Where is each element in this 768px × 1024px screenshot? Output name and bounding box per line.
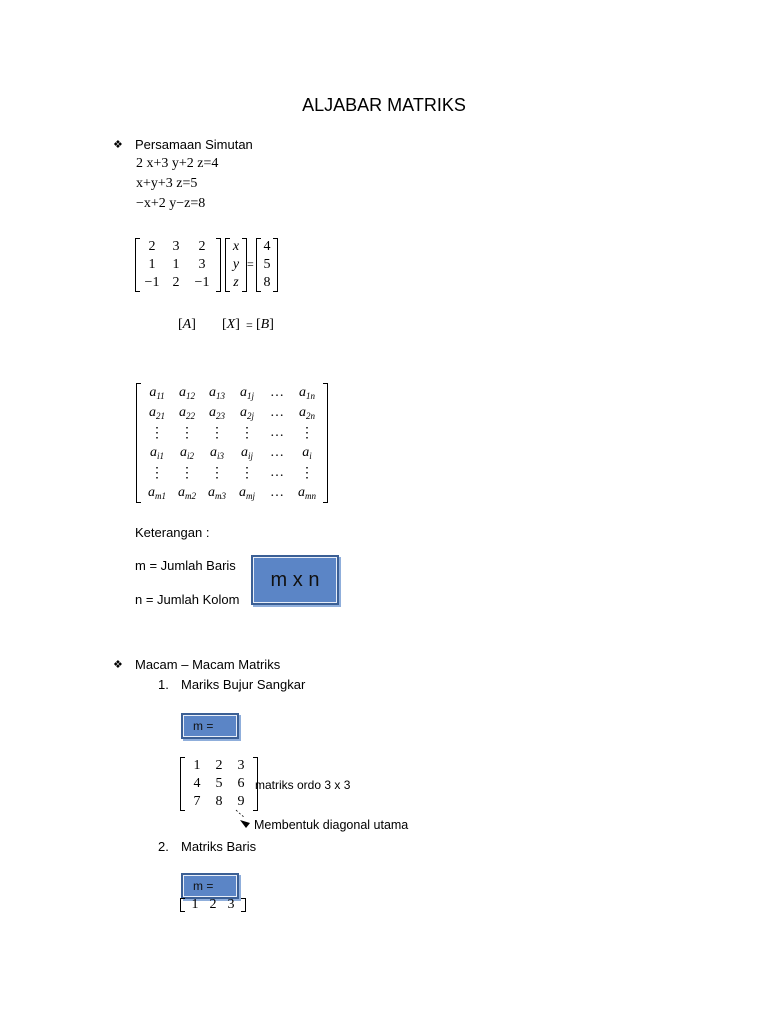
symbolic-x: [X] <box>222 317 240 332</box>
matrix-cell: 7 <box>193 794 201 809</box>
matrix-cell: $a_{23}$ <box>209 405 225 421</box>
matrix-cell: … <box>270 405 284 420</box>
matrix-cell: z <box>233 275 239 290</box>
matrix-cell: y <box>232 257 240 272</box>
matrix-cell: … <box>270 445 284 460</box>
matrix-cell: 1 <box>191 897 199 912</box>
matrix-cell: $a_{1j}$ <box>239 385 254 401</box>
equation-3: −x+2 y−z=8 <box>136 196 206 211</box>
matrix-cell: −1 <box>194 275 210 290</box>
square-matrix <box>186 757 252 811</box>
matrix-cell: x <box>232 239 240 254</box>
matrix-cell: ⋮ <box>150 425 164 441</box>
matrix-cell: 3 <box>237 758 245 773</box>
equation-1: 2 x+3 y+2 z=4 <box>136 156 219 171</box>
page-title: ALJABAR MATRIKS <box>302 95 466 115</box>
section-heading-persamaan: Persamaan Simutan <box>135 137 253 152</box>
m-description: m = Jumlah Baris <box>135 558 236 573</box>
matrix-cell: 5 <box>215 776 223 791</box>
matrix-row <box>231 238 241 256</box>
matrix-cell: ⋮ <box>240 425 254 441</box>
matrix-cell: 2 <box>209 897 217 912</box>
matrix-cell: ⋮ <box>180 465 194 481</box>
matrix-row <box>142 383 322 403</box>
matrix-row <box>142 403 322 423</box>
matrix-cell: 4 <box>193 776 201 791</box>
matrix-cell: $a_{i3}$ <box>209 445 224 461</box>
matrix-row <box>142 463 322 483</box>
matrix-row <box>231 274 241 292</box>
matrix-cell: 1 <box>172 257 180 272</box>
item-1-number: 1. <box>158 677 169 692</box>
matrix-cell: ⋮ <box>210 465 224 481</box>
matrix-cell: $a_{2j}$ <box>239 405 254 421</box>
matrix-cell: $a_{22}$ <box>179 405 195 421</box>
matrix-cell: 2 <box>172 275 180 290</box>
matrix-cell: $a_{mj}$ <box>239 485 255 501</box>
matrix-row <box>141 274 215 292</box>
matrix-cell: ⋮ <box>180 425 194 441</box>
matrix-cell: ⋮ <box>210 425 224 441</box>
matrix-cell: $a_{m2}$ <box>178 485 196 501</box>
matrix-cell: … <box>270 385 284 400</box>
matrix-cell: 4 <box>263 239 271 254</box>
matrix-cell: 8 <box>263 275 271 290</box>
symbolic-a: [A] <box>178 317 196 332</box>
matrix-row <box>141 238 215 256</box>
matrix-row <box>262 256 272 274</box>
matrix-row <box>262 238 272 256</box>
matrix-row <box>186 898 240 912</box>
matrix-cell: 3 <box>172 239 180 254</box>
matrix-cell: $a_{ij}$ <box>240 445 253 461</box>
diagonal-label: Membentuk diagonal utama <box>254 818 409 832</box>
matrix-cell: … <box>270 485 284 500</box>
symbolic-b: [B] <box>256 317 274 332</box>
symbolic-equals: = <box>246 318 253 332</box>
bullet-icon: ❖ <box>113 659 123 671</box>
item-2-number: 2. <box>158 839 169 854</box>
matrix-row <box>142 423 322 443</box>
matrix-cell: 6 <box>237 776 245 791</box>
matrix-cell: ⋮ <box>300 465 314 481</box>
item-1-label: Mariks Bujur Sangkar <box>181 677 306 692</box>
bullet-icon: ❖ <box>113 139 123 151</box>
matrix-cell: $a_i$ <box>302 445 312 461</box>
equals-sign: = <box>247 257 254 271</box>
matrix-cell: ⋮ <box>150 465 164 481</box>
matrix-cell: $a_{mn}$ <box>298 485 316 501</box>
matrix-cell: 3 <box>227 897 235 912</box>
matrix-row <box>142 483 322 503</box>
matrix-row <box>142 443 322 463</box>
general-matrix <box>142 383 322 503</box>
matrix-cell: 1 <box>193 758 201 773</box>
matrix-cell: $a_{12}$ <box>179 385 195 401</box>
matrix-row <box>186 775 252 793</box>
section-heading-macam: Macam – Macam Matriks <box>135 657 281 672</box>
m-box-1: m = <box>181 713 239 739</box>
matrix-row <box>231 256 241 274</box>
matrix-cell: 3 <box>198 257 206 272</box>
matrix-cell: 2 <box>148 239 156 254</box>
matrix-cell: $a_{21}$ <box>149 405 165 421</box>
matrix-x <box>231 238 241 292</box>
matrix-cell: $a_{2n}$ <box>299 405 315 421</box>
matrix-cell: 8 <box>215 794 223 809</box>
matrix-cell: $a_{1n}$ <box>299 385 315 401</box>
matrix-cell: $a_{13}$ <box>209 385 225 401</box>
matrix-cell: ⋮ <box>300 425 314 441</box>
matrix-row <box>262 274 272 292</box>
matrix-cell: $a_{11}$ <box>149 385 165 401</box>
matrix-cell: −1 <box>144 275 160 290</box>
matrix-cell: $a_{i1}$ <box>149 445 164 461</box>
matrix-cell: 5 <box>263 257 271 272</box>
matrix-cell: … <box>270 425 284 440</box>
matrix-cell: $a_{m3}$ <box>208 485 226 501</box>
item-2-label: Matriks Baris <box>181 839 257 854</box>
ordo-label: matriks ordo 3 x 3 <box>255 778 351 792</box>
matrix-cell: 9 <box>237 794 245 809</box>
matrix-cell: … <box>270 465 284 480</box>
matrix-b <box>262 238 272 292</box>
matrix-a <box>141 238 215 292</box>
matrix-cell: $a_{i2}$ <box>179 445 194 461</box>
mxn-box: m x n <box>251 555 339 605</box>
matrix-cell: 1 <box>148 257 156 272</box>
matrix-row <box>186 757 252 775</box>
row-matrix <box>186 898 240 912</box>
keterangan-label: Keterangan : <box>135 525 210 540</box>
matrix-row <box>141 256 215 274</box>
n-description: n = Jumlah Kolom <box>135 592 240 607</box>
arrow-icon <box>234 808 254 830</box>
matrix-cell: 2 <box>198 239 206 254</box>
matrix-cell: ⋮ <box>240 465 254 481</box>
equation-2: x+y+3 z=5 <box>136 176 198 191</box>
m-box-2: m = <box>181 873 239 899</box>
matrix-cell: 2 <box>215 758 223 773</box>
matrix-cell: $a_{m1}$ <box>148 485 166 501</box>
